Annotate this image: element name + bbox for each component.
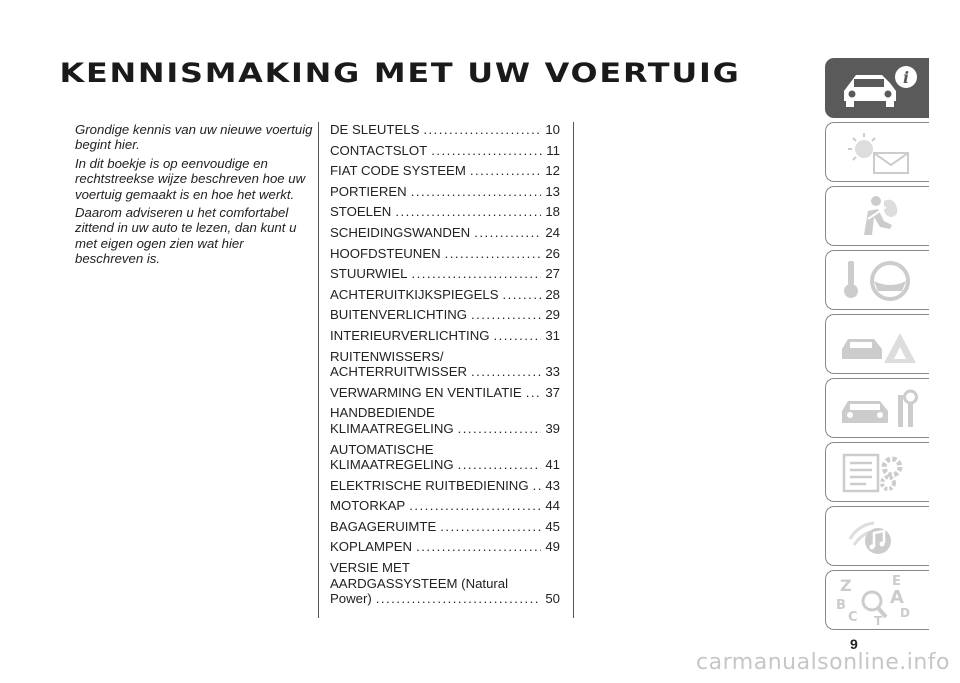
table-of-contents: [330, 122, 560, 612]
svg-text:i: i: [902, 68, 910, 87]
toc-entry[interactable]: [330, 519, 560, 535]
page-number: 9: [850, 636, 858, 652]
toc-entry[interactable]: [330, 287, 560, 303]
toc-leader-dots: [474, 225, 541, 241]
toc-entry[interactable]: [330, 246, 560, 262]
toc-entry[interactable]: [330, 266, 560, 282]
toc-page-number: 18: [545, 204, 560, 220]
toc-leader-dots: [533, 478, 542, 494]
toc-page-number: 39: [545, 420, 560, 436]
car-maintenance-icon: [834, 383, 926, 433]
toc-leader-dots: [445, 246, 542, 262]
intro-paragraph: Daarom adviseren u het comfortabel zittend in uw auto te lezen, dan kunt u met eigen ogen zien wat hier beschreven is.: [75, 205, 297, 267]
toc-leader-dots: [395, 204, 541, 220]
toc-entry[interactable]: [330, 143, 560, 159]
car-emergency-icon: [834, 319, 926, 369]
toc-leader-dots: [411, 266, 541, 282]
toc-entry-label: SCHEIDINGSWANDEN: [330, 224, 471, 240]
intro-text: [75, 122, 315, 270]
key-steering-wheel-icon: [834, 255, 926, 305]
toc-page-number: 41: [545, 457, 560, 473]
car-info-icon: [834, 63, 926, 113]
toc-leader-dots: [440, 519, 541, 535]
chapter-tabs: [825, 58, 929, 634]
warning-light-message-icon: [834, 127, 926, 177]
toc-entry-label-line: AARDGASSYSTEEM (Natural: [330, 575, 509, 591]
toc-entry-label: HOOFDSTEUNEN: [330, 245, 441, 261]
toc-entry-label: BUITENVERLICHTING: [330, 307, 468, 323]
toc-entry-label: ACHTERRUITWISSER: [330, 364, 468, 380]
toc-entry[interactable]: [330, 539, 560, 555]
toc-entry-label: STOELEN: [330, 204, 392, 220]
toc-leader-dots: [458, 421, 542, 437]
index-letter: E: [892, 575, 901, 589]
toc-leader-dots: [503, 287, 542, 303]
index-letter: C: [848, 610, 858, 625]
toc-page-number: 33: [545, 364, 560, 380]
tab-maintenance[interactable]: [825, 378, 929, 438]
toc-entry-label: MOTORKAP: [330, 498, 406, 514]
index-letter: Z: [840, 576, 852, 595]
toc-leader-dots: [494, 328, 542, 344]
tab-start-driving[interactable]: [825, 250, 929, 310]
toc-entry[interactable]: [330, 328, 560, 344]
toc-entry-label: BAGAGERUIMTE: [330, 518, 437, 534]
toc-entry-label-line: AUTOMATISCHE: [330, 441, 434, 457]
toc-page-number: 43: [545, 477, 560, 493]
toc-entry-label: DE SLEUTELS: [330, 122, 420, 137]
toc-leader-dots: [470, 163, 542, 179]
toc-page-number: 49: [545, 539, 560, 555]
toc-entry[interactable]: [330, 307, 560, 323]
toc-leader-dots: [471, 307, 541, 323]
toc-entry-label-line: VERSIE MET: [330, 560, 410, 576]
tab-technical-data[interactable]: [825, 442, 929, 502]
index-letter: T: [874, 614, 883, 625]
toc-page-number: 28: [545, 286, 560, 302]
toc-page-number: 29: [545, 307, 560, 323]
toc-page-number: 27: [545, 266, 560, 282]
multimedia-icon: [834, 511, 926, 561]
toc-entry-label: CONTACTSLOT: [330, 142, 428, 158]
toc-page-number: 12: [545, 163, 560, 179]
toc-page-number: 44: [545, 498, 560, 514]
toc-leader-dots: [526, 385, 542, 401]
toc-entry[interactable]: [330, 498, 560, 514]
toc-leader-dots: [409, 498, 541, 514]
toc-entry[interactable]: [330, 204, 560, 220]
toc-entry-label: FIAT CODE SYSTEEM: [330, 163, 466, 179]
toc-page-number: 26: [545, 245, 560, 261]
toc-entry-label: INTERIEURVERLICHTING: [330, 327, 490, 343]
intro-paragraph: Grondige kennis van uw nieuwe voertuig begint hier.: [75, 122, 313, 153]
tab-car-info[interactable]: [825, 58, 929, 118]
watermark: carmanualsonline.info: [696, 650, 950, 675]
toc-page-number: 10: [545, 122, 560, 137]
toc-entry[interactable]: [330, 442, 560, 473]
toc-entry-label-line: HANDBEDIENDE: [330, 405, 435, 421]
intro-paragraph: In dit boekje is op eenvoudige en rechtstreekse wijze beschreven hoe uw voertuig gemaakt is en hoe het werkt.: [75, 155, 306, 202]
toc-page-number: 45: [545, 518, 560, 534]
toc-entry[interactable]: [330, 122, 560, 138]
toc-leader-dots: [423, 122, 541, 138]
toc-entry[interactable]: [330, 225, 560, 241]
toc-entry[interactable]: [330, 184, 560, 200]
toc-entry-label: ACHTERUITKIJKSPIEGELS: [330, 286, 499, 302]
toc-page-number: 11: [546, 142, 560, 158]
index-letter: A: [890, 587, 904, 608]
index-letter: B: [836, 598, 846, 613]
seat-airbag-icon: [834, 191, 926, 241]
toc-entry[interactable]: [330, 349, 560, 380]
column-divider: [318, 122, 319, 618]
toc-entry-label: STUURWIEL: [330, 266, 408, 282]
tab-multimedia[interactable]: [825, 506, 929, 566]
toc-leader-dots: [431, 143, 542, 159]
toc-entry-label: KLIMAATREGELING: [330, 457, 454, 473]
tab-warning-lights[interactable]: [825, 122, 929, 182]
toc-page-number: 13: [545, 183, 560, 199]
technical-data-icon: [834, 447, 926, 497]
alphabetical-index-icon: [834, 575, 926, 625]
toc-entry-label: KOPLAMPEN: [330, 539, 413, 555]
toc-entry-label-line: RUITENWISSERS/: [330, 348, 444, 364]
toc-entry[interactable]: [330, 405, 560, 436]
toc-leader-dots: [458, 457, 542, 473]
toc-entry-label: ELEKTRISCHE RUITBEDIENING: [330, 477, 529, 493]
toc-entry[interactable]: [330, 163, 560, 179]
column-divider: [573, 122, 574, 618]
index-letter: D: [900, 606, 910, 620]
toc-page-number: 37: [545, 384, 560, 400]
toc-page-number: 31: [545, 327, 560, 343]
page-title: KENNISMAKING MET UW VOERTUIG: [59, 58, 741, 89]
toc-entry-label: PORTIEREN: [330, 183, 407, 199]
toc-leader-dots: [471, 364, 541, 380]
tab-emergency[interactable]: [825, 314, 929, 374]
toc-page-number: 24: [545, 224, 560, 240]
toc-page-number: 50: [545, 591, 560, 607]
tab-safety[interactable]: [825, 186, 929, 246]
toc-leader-dots: [411, 184, 542, 200]
tab-index[interactable]: [825, 570, 929, 630]
toc-leader-dots: [376, 591, 542, 607]
toc-entry-label: VERWARMING EN VENTILATIE: [330, 384, 522, 400]
toc-entry[interactable]: [330, 385, 560, 401]
toc-entry-label: Power): [330, 591, 372, 607]
toc-leader-dots: [416, 539, 541, 555]
toc-entry-label: KLIMAATREGELING: [330, 420, 454, 436]
toc-entry[interactable]: [330, 560, 560, 607]
toc-entry[interactable]: [330, 478, 560, 494]
